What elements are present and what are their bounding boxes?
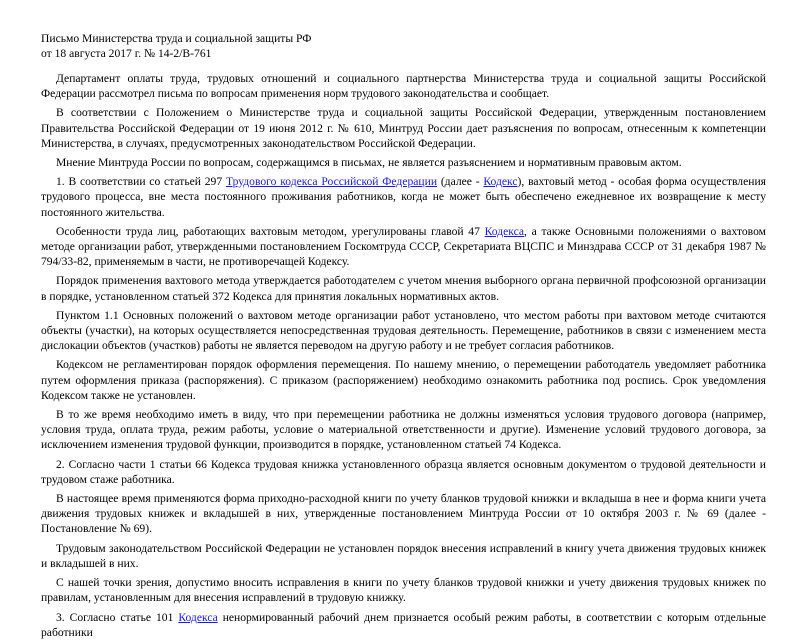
- text-segment: Особенности труда лиц, работающих вахтовым методом, урегулированы главой 47: [56, 224, 485, 238]
- paragraph-contract-terms: В то же время необходимо иметь в виду, что при перемещении работника не должны изменяться условия трудового договора (например, условия труда, оплата труда, режим работы, условие о материальной ответственности и другие). Изменение условий трудового договора, за исключением изменения трудовой функции, производится в порядке, установленном статьей 74 Кодекса.: [41, 408, 766, 452]
- text-segment: , а также Основными положениями о вахтовом методе организации работ, утвержденными постановлением Госкомтруда СССР, Секретариата ВЦСПС и Минздрава СССР от 31 декабря 1987 № 794/33-82, применяемым в части, не противоречащей Кодексу.: [41, 224, 766, 269]
- text-segment: 1. В соответствии со статьей 297: [56, 175, 226, 189]
- document-subtitle: от 18 августа 2017 г. № 14-2/В-761: [41, 47, 212, 60]
- paragraph-item-3: [41, 610, 766, 640]
- labor-code-link[interactable]: Трудового кодекса Российской Федерации: [225, 175, 438, 189]
- paragraph-clause-1-1: Пунктом 1.1 Основных положений о вахтовом методе организации работ установлено, что местом работы при вахтовом методе считаются объекты (участки), на которых осуществляется непосредственная трудовая деятельность. Перемещение, работников в связи с изменением места дислокации объектов (участков) работы не является переводом на другую работу и не требует согласия работников.: [41, 308, 766, 353]
- code-link[interactable]: Кодекса: [178, 610, 218, 624]
- paragraph-item-1: [41, 174, 766, 220]
- paragraph-corrections-opinion: С нашей точки зрения, допустимо вносить исправления в книги по учету бланков трудовой книжки и учету движения трудовых книжек по правилам, установленным для внесения исправлений в трудовую книжку.: [41, 576, 766, 605]
- paragraph-forms: В настоящее время применяются форма приходно-расходной книги по учету бланков трудовой книжки и вкладыша в нее и форма книги учета движения трудовых книжек и вкладышей в них, утвержденные постановлением Минтруда России от 10 октября 2003 г. № 69 (далее - Постановление № 69).: [41, 492, 766, 536]
- paragraph-relocation: Кодексом не регламентирован порядок оформления перемещения. По нашему мнению, о перемещении работодатель уведомляет работника путем оформления приказа (распоряжения). С приказом (распоряжением) необходимо ознакомить работника под роспись. Срок уведомления Кодексом также не установлен.: [41, 358, 766, 402]
- document-title: Письмо Министерства труда и социальной защиты РФ: [41, 32, 312, 45]
- paragraph-intro: Департамент оплаты труда, трудовых отношений и социального партнерства Министерства труда и социальной защиты Российской Федерации рассмотрел письма по вопросам применения норм трудового законодательства и сообщает.: [41, 72, 766, 101]
- code-link[interactable]: Кодекс: [483, 175, 518, 189]
- document-header: [41, 0, 766, 61]
- paragraph-corrections-law: Трудовым законодательством Российской Федерации не установлен порядок внесения исправлений в книгу учета движения трудовых книжек и вкладышей в них.: [41, 541, 766, 570]
- paragraph-shift-features: [41, 224, 766, 270]
- code-link[interactable]: Кодекса: [484, 224, 525, 238]
- paragraph-item-2: 2. Согласно части 1 статьи 66 Кодекса трудовая книжка установленного образца является основным документом о трудовой деятельности и трудовом стаже работника.: [41, 457, 766, 486]
- text-segment: ), вахтовый метод - особая форма осуществления трудового процесса, вне места постоянного проживания работников, когда не может быть обеспечено ежедневное их возвращение к месту постоянного жительства.: [41, 175, 766, 219]
- text-segment: (далее -: [437, 175, 484, 189]
- text-segment: 3. Согласно статье 101: [56, 610, 179, 624]
- text-segment: ненормированный рабочий днем признается особый режим работы, в соответствии с которым отдельные работники: [41, 610, 767, 639]
- paragraph-opinion: Мнение Минтруда России по вопросам, содержащимся в письмах, не является разъяснением и нормативным правовым актом.: [56, 156, 682, 170]
- paragraph-regulation: В соответствии с Положением о Министерстве труда и социальной защиты Российской Федерации, утвержденным постановлением Правительства Российской Федерации от 19 июня 2012 г. № 610, Минтруд России дает разъяснения по вопросам, отнесенным к компетенции Министерства, в случаях, предусмотренных законодательством Российской Федерации.: [41, 106, 766, 150]
- paragraph-procedure: Порядок применения вахтового метода утверждается работодателем с учетом мнения выборного органа первичной профсоюзной организации в порядке, установленном статьей 372 Кодекса для принятия локальных нормативных актов.: [41, 274, 766, 303]
